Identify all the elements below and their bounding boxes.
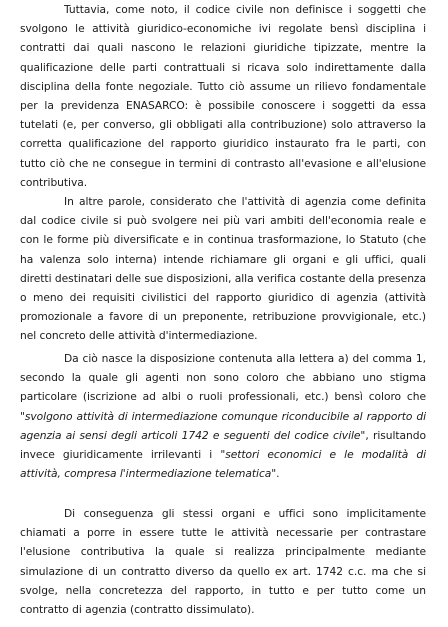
paragraph-4-text: Di conseguenza gli stessi organi e uffici sono implicitamente chiamati a porre in essere tutte le attività necessarie per contrastare l'elusione contributiva la quale si realizza principalmente mediante simulazione di un contratto diverso da quello ex art. 1742 c.c. ma che si svolge, nella concretezza del rapporto, in tutto e per tutto come un contratto di agenzia (contratto dissimulato). — [20, 507, 426, 617]
paragraph-1-text: Tuttavia, come noto, il codice civile non definisce i soggetti che svolgono le attività giuridico-economiche ivi regolate bensì disciplina i contratti dai quali nascono le relazioni giuridiche tipizzate, mentre la qualificazione delle parti contrattuali si ricava solo indirettamente dalla disciplina della fonte negoziale. Tutto ciò assume un rilievo fondamentale per la previdenza ENASARCO: è possibile conoscere i soggetti da essa tutelati (e, per converso, gli obbligati alla contribuzione) solo attraverso la corretta qualificazione del rapporto giuridico instaurato fra le parti, con tutto ciò che ne consegue in termini di contrasto all'evasione e all'elusione contributiva. — [20, 3, 426, 189]
paragraph-2-text: In altre parole, considerato che l'attività di agenzia come definita dal codice civile si può svolgere nei più vari ambiti dell'economia reale e con le forme più diversificate e in continua trasformazione, lo Statuto (che ha valenza solo interna) intende richiamare gli organi e gli uffici, quali diretti destinatari delle sue disposizioni, alla verifica costante della presenza o meno dei requisiti civilistici del rapporto giuridico di agenzia (attività promozionale a favore di un preponente, retribuzione provvigionale, etc.) nel concreto delle attività d'intermediazione. — [20, 195, 426, 343]
paragraph-3-text-b: , risultando invece giuridicamente irrilevanti i — [20, 428, 426, 462]
paragraph-2 — [20, 192, 426, 346]
paragraph-3-quote-2: "settori economici e le modalità di attività, compresa l'intermediazione telematica" — [20, 448, 426, 481]
paragraph-4 — [20, 504, 426, 619]
paragraph-3 — [20, 349, 426, 483]
paragraph-3-text-a: Da ciò nasce la disposizione contenuta alla lettera a) del comma 1, secondo la quale gli agenti non sono coloro che abbiano uno stigma particolare (iscrizione ad albi o ruoli professionali, etc.) bensì coloro che — [20, 352, 426, 404]
paragraph-1 — [20, 0, 426, 192]
paragraph-3-text-c: . — [276, 467, 280, 481]
paragraph-3-quote-1: "svolgono attività di intermediazione comunque riconducibile al rapporto di agenzia ai sensi degli articoli 1742 e seguenti del codice civile" — [20, 409, 426, 442]
